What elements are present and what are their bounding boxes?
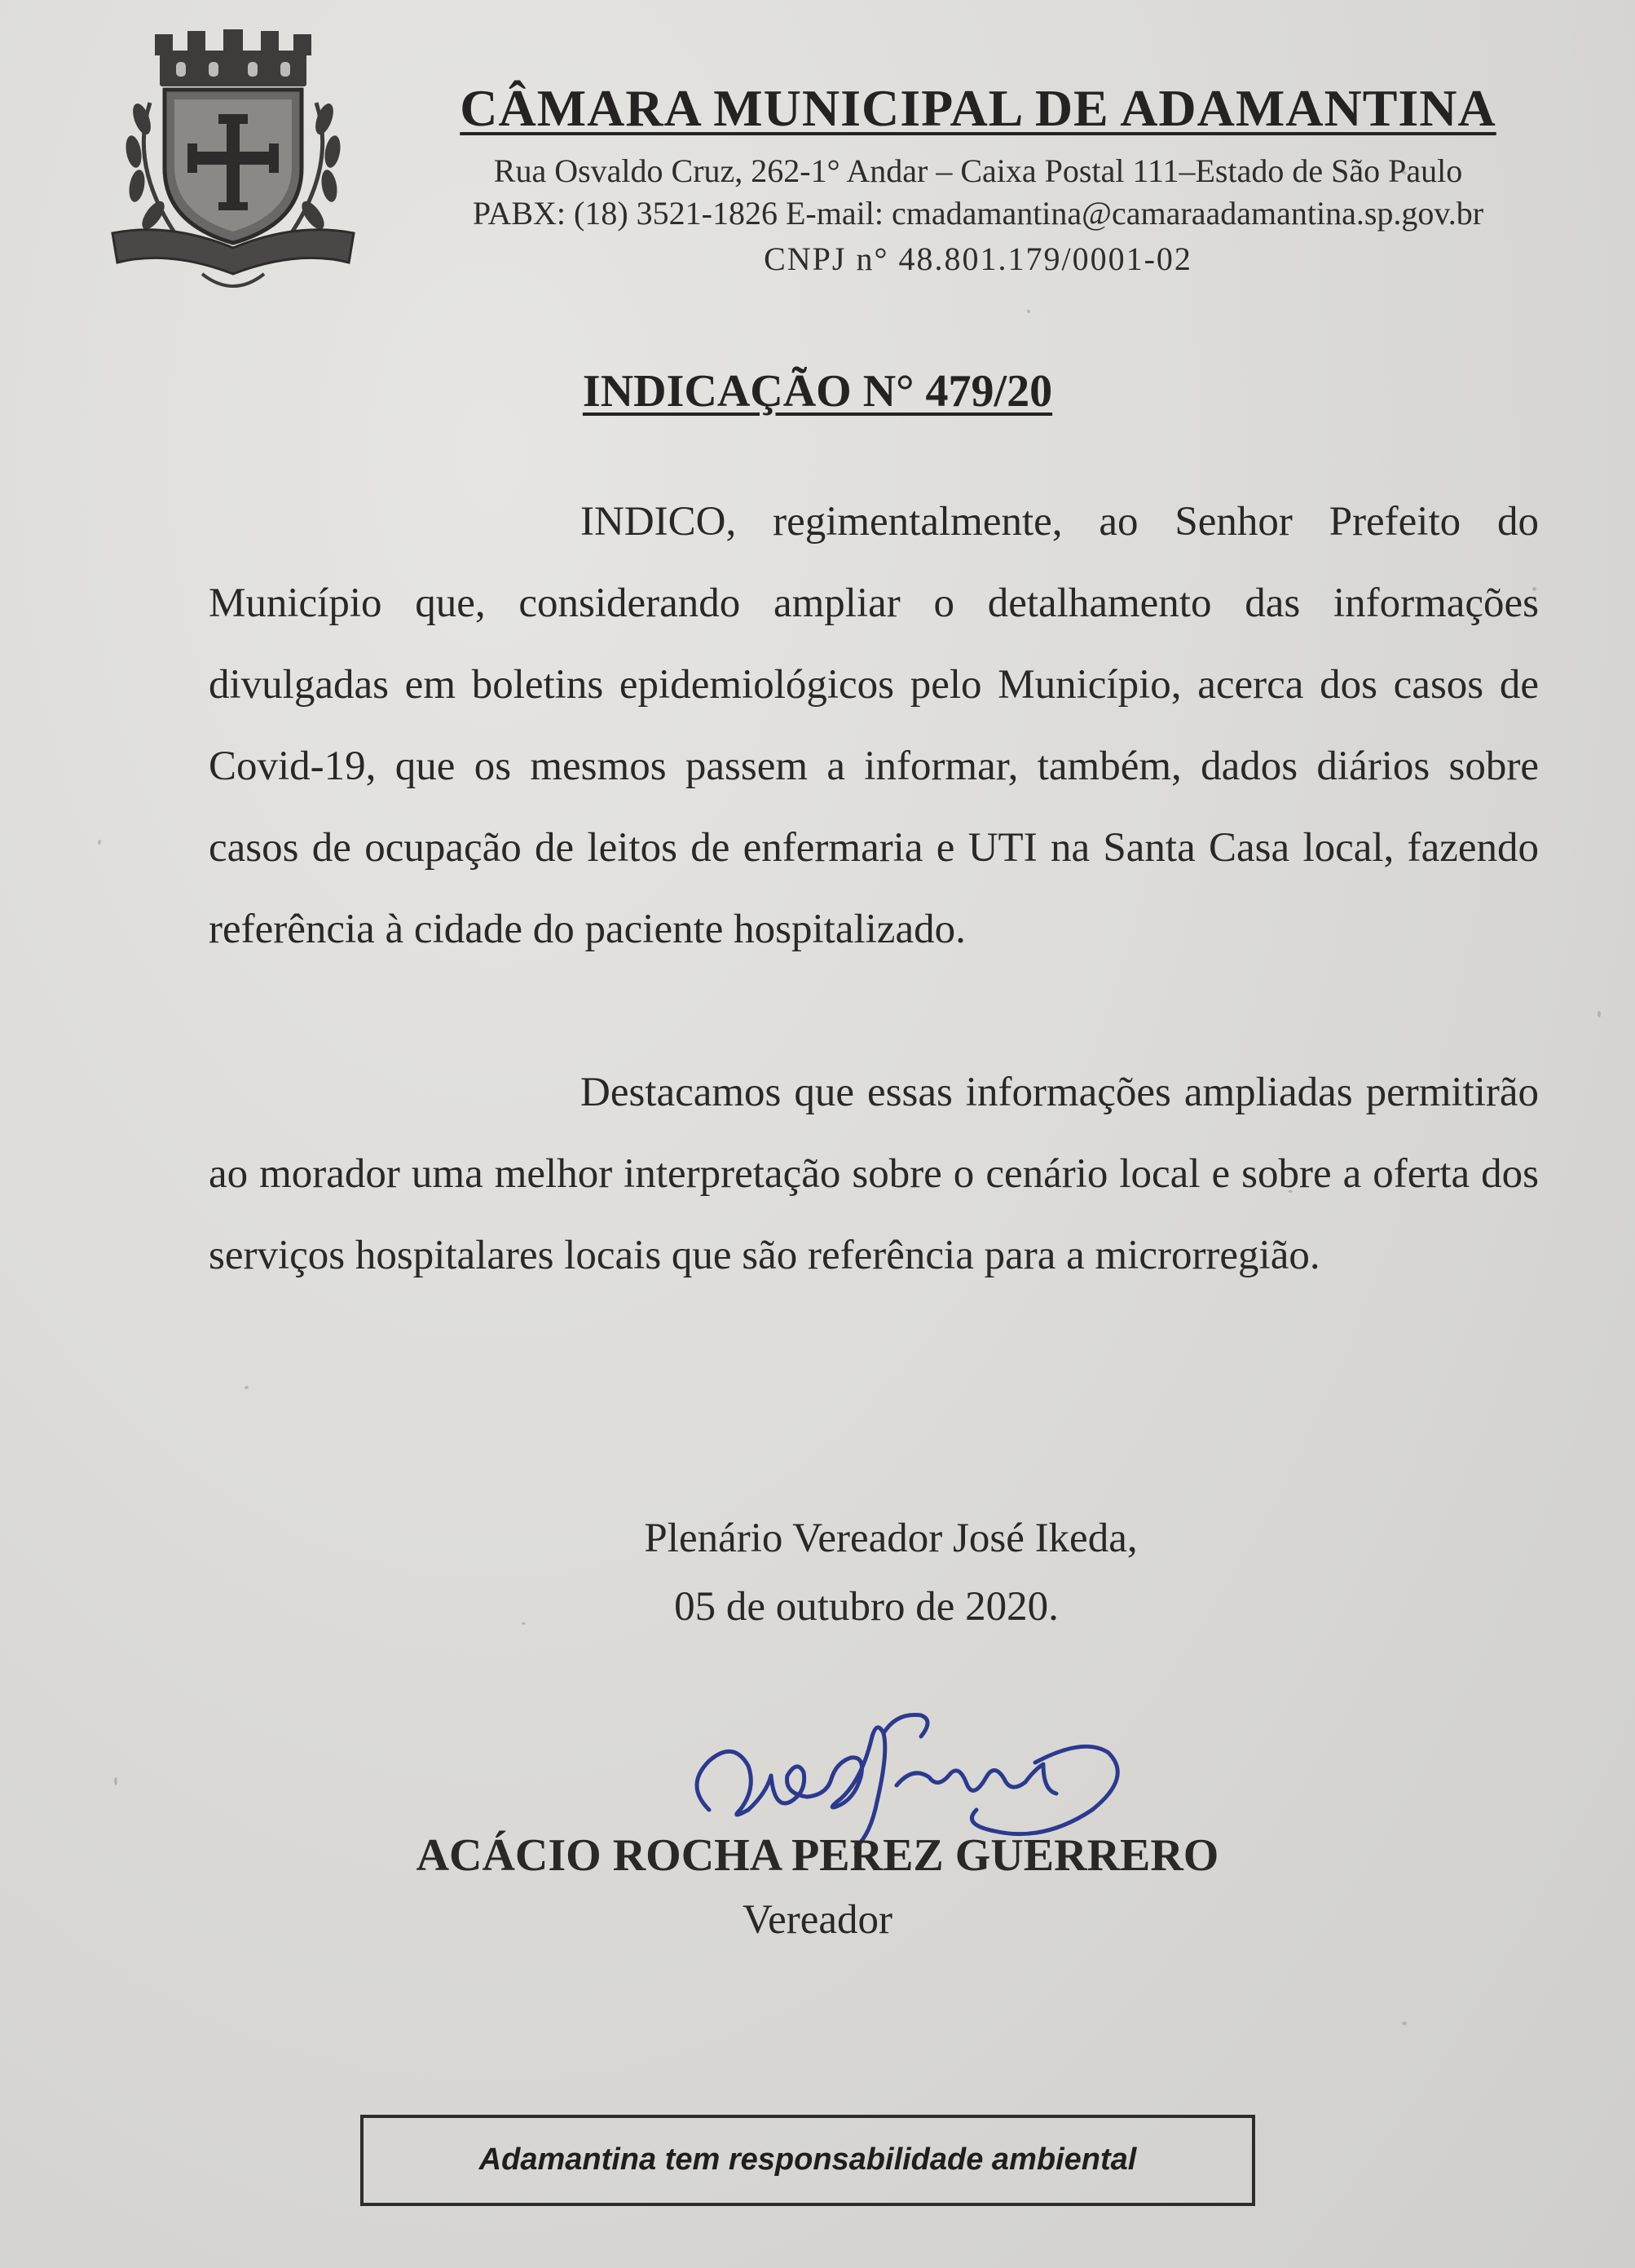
footer-slogan-box: [360, 2115, 1255, 2206]
footer-slogan: Adamantina tem responsabilidade ambiental: [478, 2142, 1137, 2177]
institution-title: CÂMARA MUNICIPAL DE ADAMANTINA: [460, 79, 1496, 137]
institution-cnpj: CNPJ n° 48.801.179/0001-02: [764, 240, 1192, 277]
body-paragraph: INDICO, regimentalmente, ao Senhor Prefeito do Município que, considerando ampliar o detalhamento das informações divulgadas em boletins epidemiológicos pelo Município, acerca dos casos de Covid-19, que os mesmos passem a informar, também, dados diários sobre casos de ocupação de leitos de enfermaria e UTI na Santa Casa local, fazendo referência à cidade do paciente hospitalizado.: [209, 499, 1539, 952]
institution-address: Rua Osvaldo Cruz, 262-1° Andar – Caixa Postal 111–Estado de São Paulo: [493, 152, 1463, 189]
handwritten-signature-icon: [652, 1688, 1141, 1851]
institution-contact: PABX: (18) 3521-1826 E-mail: cmadamantina@camaraadamantina.sp.gov.br: [472, 195, 1484, 232]
closing-date: 05 de outubro de 2020.: [674, 1584, 1059, 1630]
signer-name: ACÁCIO ROCHA PEREZ GUERRERO: [416, 1830, 1219, 1881]
body-paragraph: Destacamos que essas informações ampliadas permitirão ao morador uma melhor interpretação sobre o cenário local e sobre a oferta dos serviços hospitalares locais que são referência para a microrregião.: [209, 1070, 1539, 1278]
closing-place: Plenário Vereador José Ikeda,: [644, 1516, 1138, 1561]
municipal-coat-of-arms-icon: [104, 29, 362, 298]
signer-role: Vereador: [742, 1897, 893, 1943]
document-title: INDICAÇÃO N° 479/20: [582, 366, 1053, 417]
